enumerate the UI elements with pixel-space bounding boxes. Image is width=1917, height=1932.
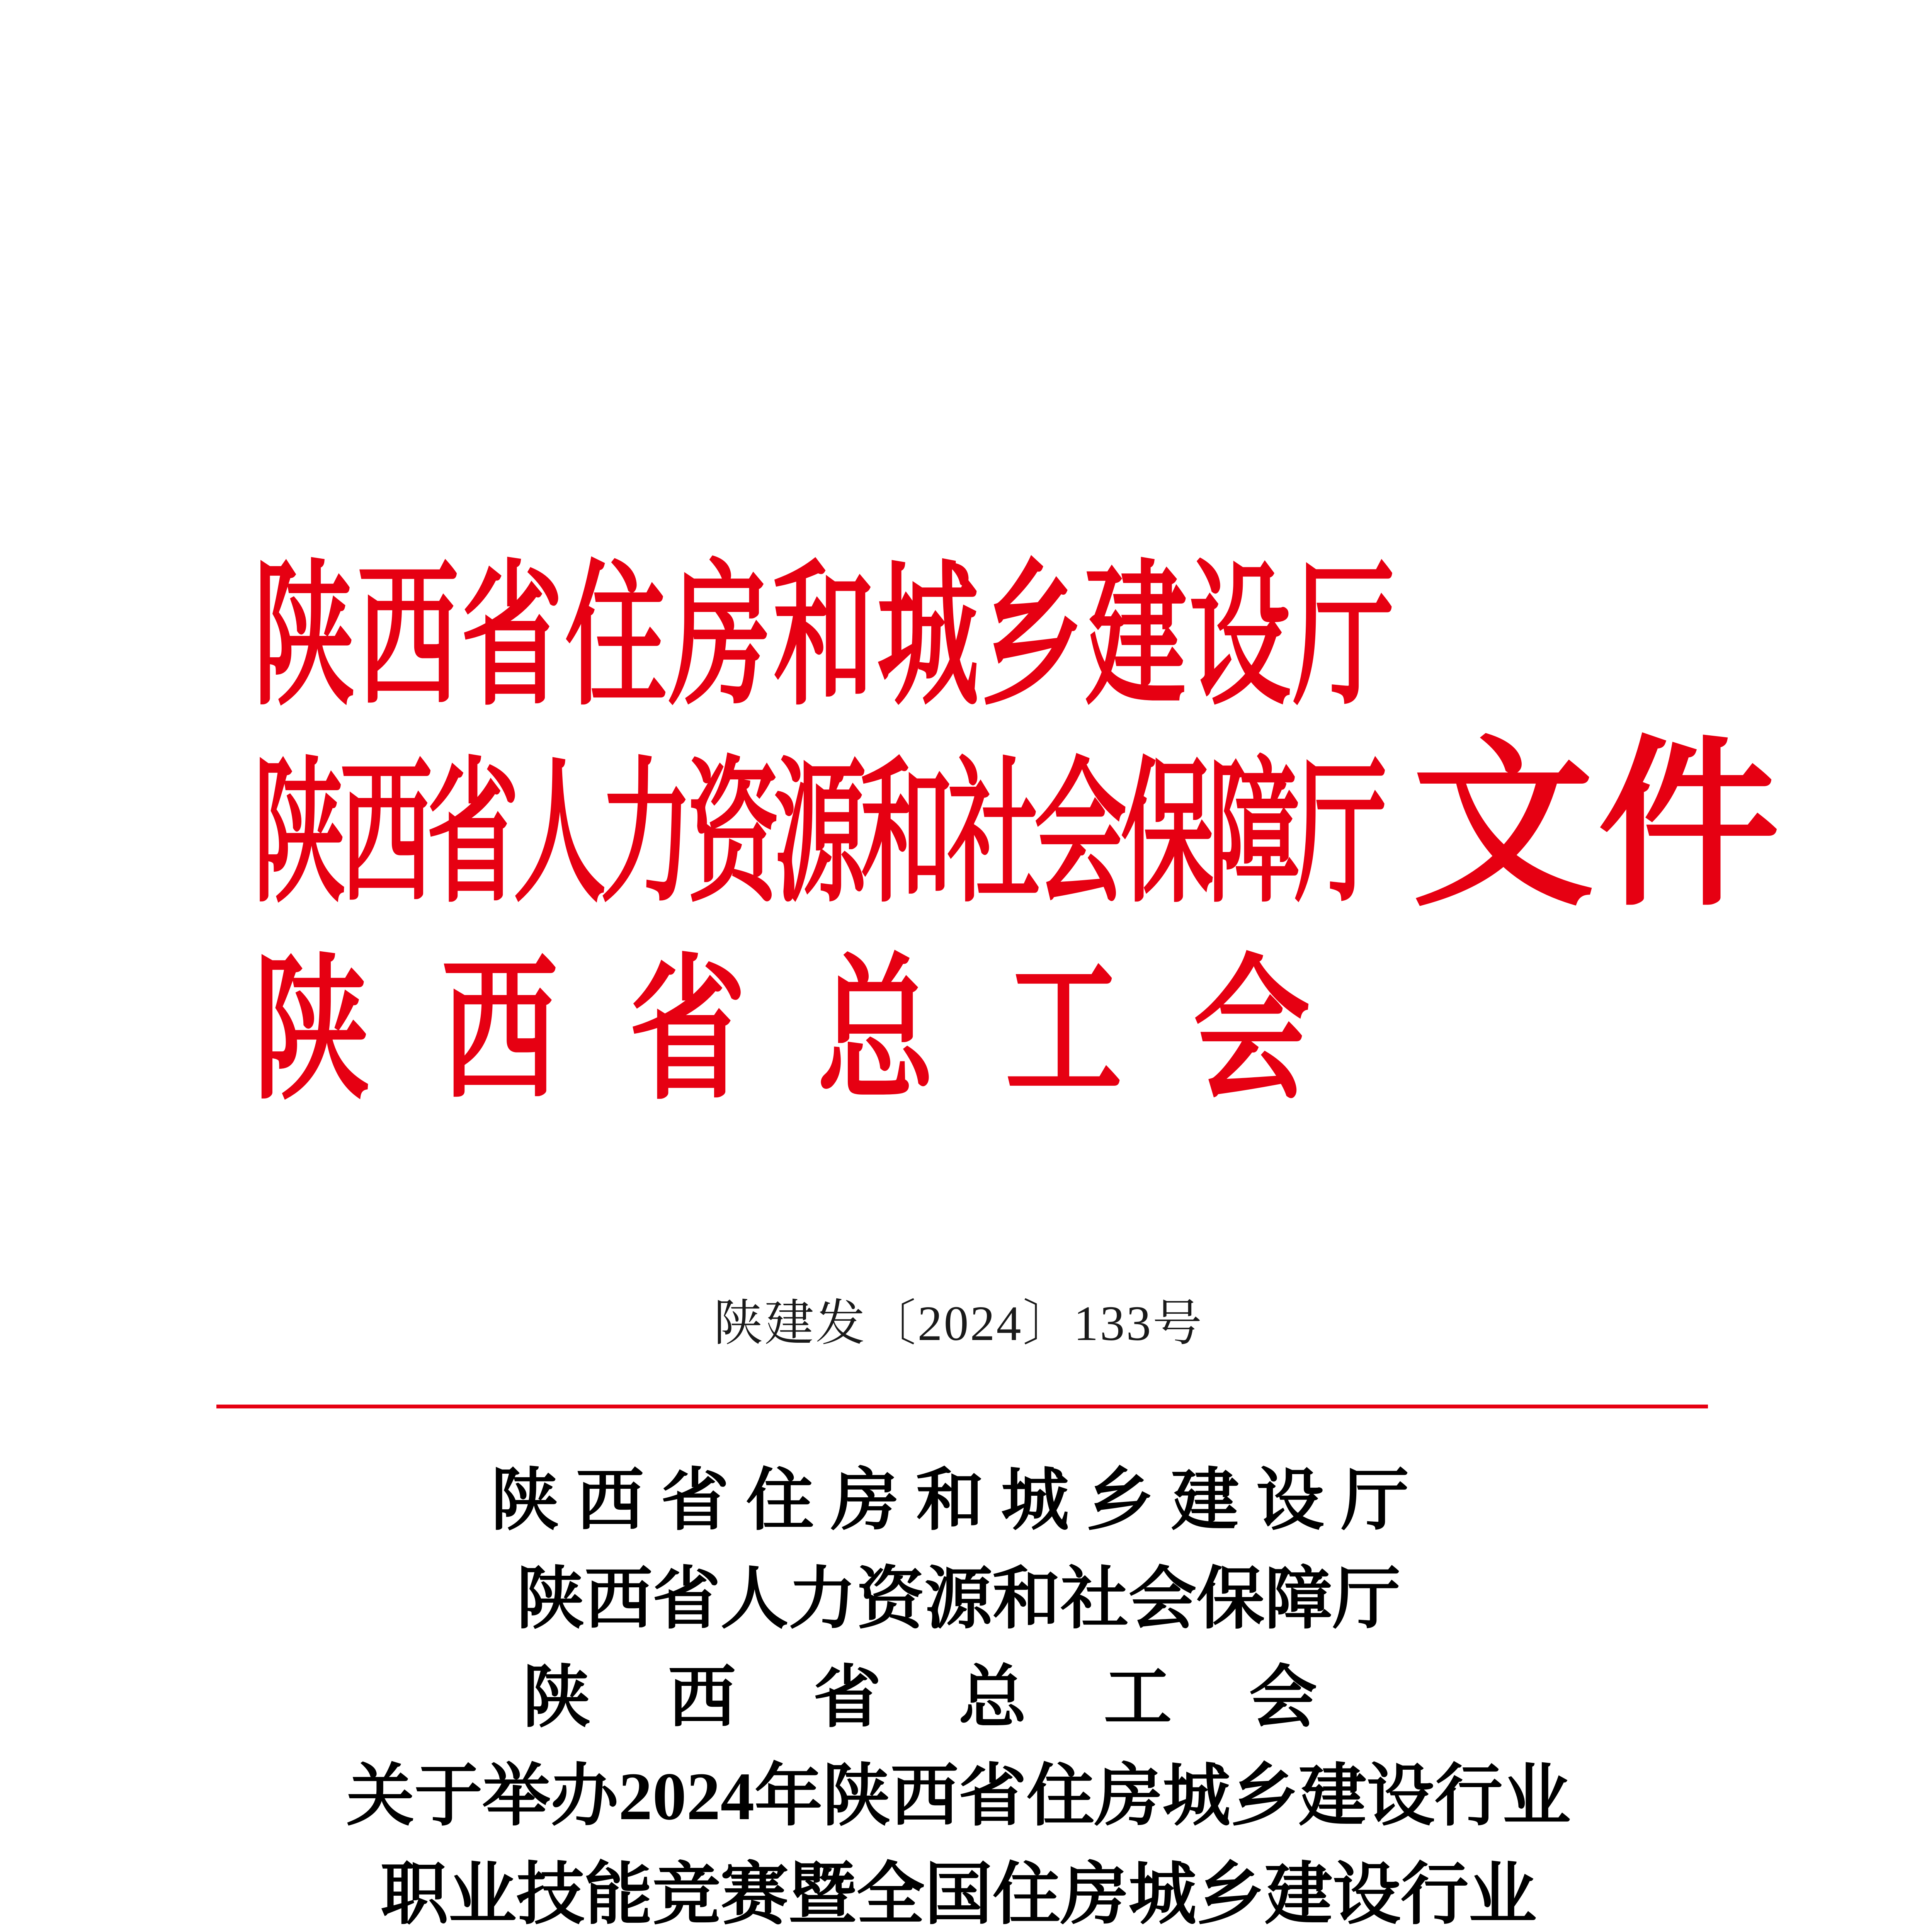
red-separator-line <box>216 1405 1708 1408</box>
masthead-line-3 <box>253 941 1381 1122</box>
document-number: 陕建发〔2024〕133号 <box>713 1296 1204 1351</box>
masthead-line-1 <box>253 547 1397 728</box>
title-line-4: 关于举办2024年陕西省住房城乡建设行业 <box>346 1759 1571 1834</box>
title-line-1: 陕西省住房和城乡建设厅 <box>491 1463 1426 1539</box>
title-line-2: 陕西省人力资源和社会保障厅 <box>516 1562 1401 1637</box>
masthead-line-1-text: 陕西省住房和城乡建设厅 <box>253 551 1397 724</box>
masthead-line-2 <box>253 744 1381 925</box>
masthead-document-suffix: 文件 <box>1412 726 1783 927</box>
masthead-line-3-text: 陕西省总工会 <box>253 945 1381 1118</box>
title-line-5: 职业技能竞赛暨全国住房城乡建设行业 <box>380 1857 1537 1932</box>
red-masthead <box>253 551 1783 1128</box>
title-line-3: 陕西省总工会 <box>522 1660 1395 1736</box>
masthead-line-2-text: 陕西省人力资源和社会保障厅 <box>253 748 1381 921</box>
